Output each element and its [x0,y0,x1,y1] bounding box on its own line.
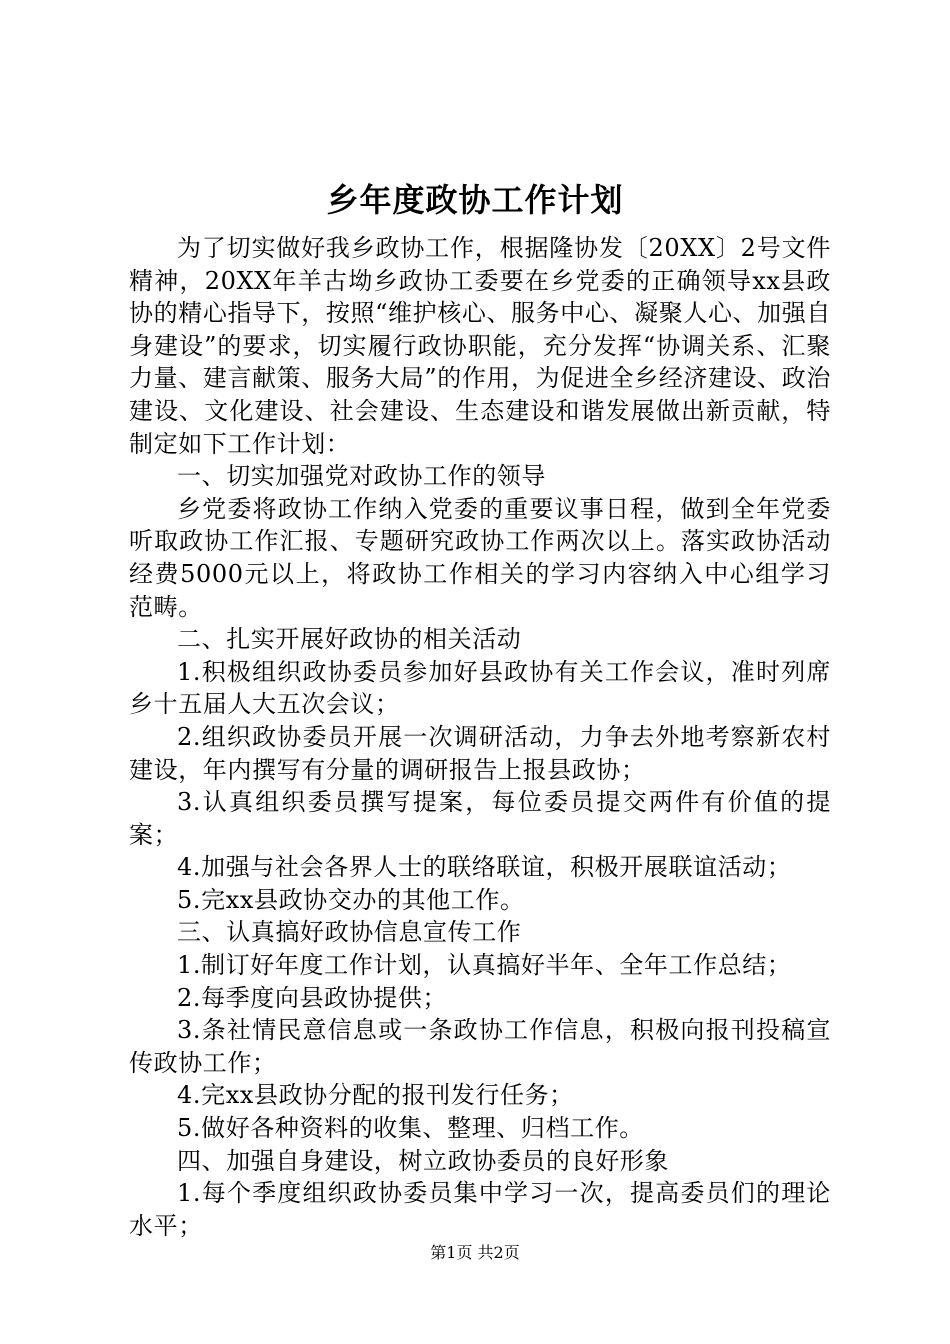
page-number-footer: 第1页 共2页 [430,1243,520,1262]
section-2-item-2: 2.组织政协委员开展一次调研活动，力争去外地考察新农村建设，年内撰写有分量的调研报告上报县政协； [129,722,831,784]
section-4-item-1: 1.每个季度组织政协委员集中学习一次，提高委员们的理论水平； [129,1179,831,1240]
section-heading-1: 一、切实加强党对政协工作的领导 [177,462,546,491]
section-2-item-5: 5.完xx县政协交办的其他工作。 [177,885,525,914]
document-body [129,232,831,1242]
section-heading-4: 四、加强自身建设，树立政协委员的良好形象 [177,1146,669,1175]
section-heading-2: 二、扎实开展好政协的相关活动 [177,625,522,654]
intro-paragraph: 为了切实做好我乡政协工作，根据隆协发〔20XX〕2号文件精神，20XX年羊古坳乡政协工委要在乡党委的正确领导xx县政协的精心指导下，按照“维护核心、服务中心、凝聚人心、加强自身建设”的要求，切实履行政协职能，充分发挥“协调关系、汇聚力量、建言献策、服务大局”的作用，为促进全乡经济建设、政治建设、文化建设、社会建设、生态建设和谐发展做出新贡献，特制定如下工作计划： [129,234,831,458]
section-3-item-5: 5.做好各种资料的收集、整理、归档工作。 [177,1114,644,1143]
document-title: 乡年度政协工作计划 [326,181,624,219]
section-2-item-1: 1.积极组织政协委员参加好县政协有关工作会议，准时列席乡十五届人大五次会议； [129,657,831,719]
section-1-paragraph: 乡党委将政协工作纳入党委的重要议事日程，做到全年党委听取政协工作汇报、专题研究政协工作两次以上。落实政协活动经费5000元以上，将政协工作相关的学习内容纳入中心组学习范畴。 [129,494,831,621]
section-3-item-3: 3.条社情民意信息或一条政协工作信息，积极向报刊投稿宣传政协工作； [129,1016,831,1077]
section-heading-3: 三、认真搞好政协信息宣传工作 [177,918,522,947]
section-3-item-4: 4.完xx县政协分配的报刊发行任务； [177,1081,574,1110]
section-3-item-2: 2.每季度向县政协提供； [177,983,448,1012]
section-2-item-4: 4.加强与社会各界人士的联络联谊，积极开展联谊活动； [177,853,792,882]
section-2-item-3: 3.认真组织委员撰写提案，每位委员提交两件有价值的提案； [129,788,831,849]
section-3-item-1: 1.制订好年度工作计划，认真搞好半年、全年工作总结； [177,951,792,980]
